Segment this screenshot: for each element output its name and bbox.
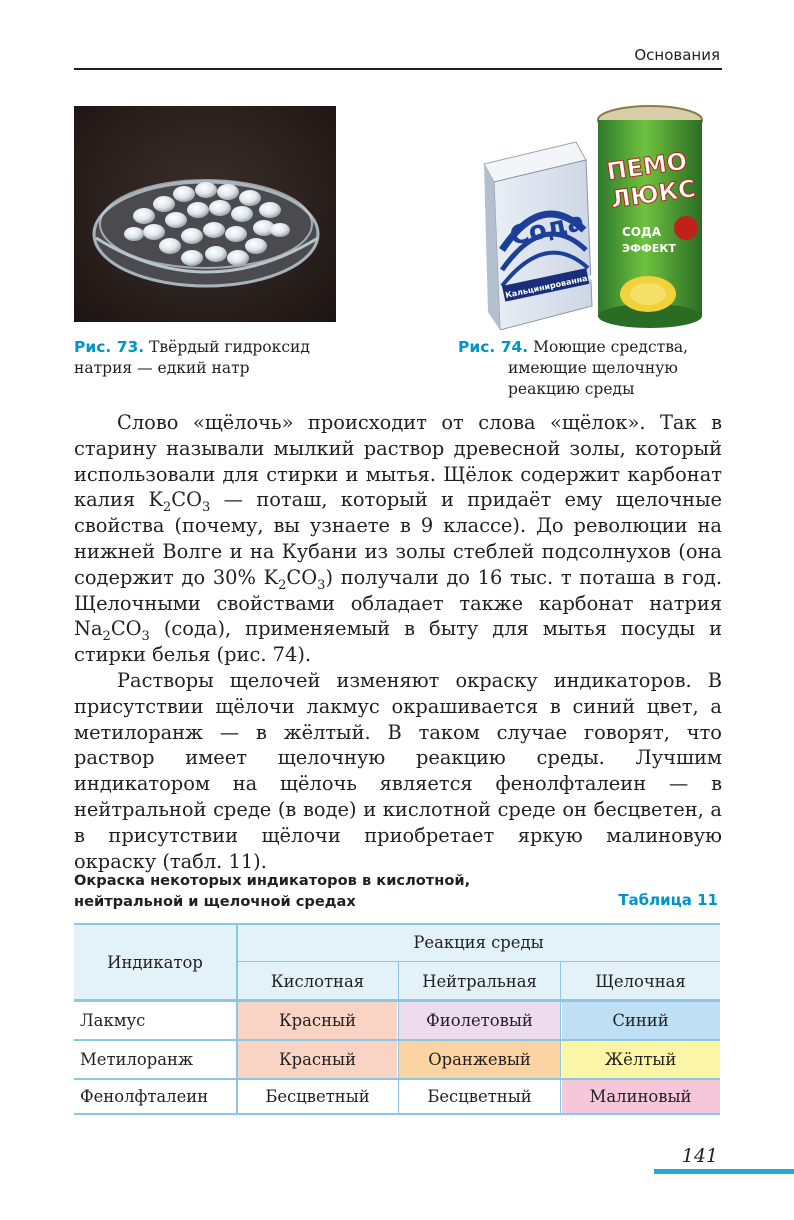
indicator-table [74, 923, 720, 1115]
formula-el: Na [74, 617, 103, 641]
formula-index: 3 [317, 577, 326, 593]
figure-73-label: Рис. 73. [74, 338, 145, 356]
figure-74-caption-line-3: реакцию среды [508, 380, 635, 398]
row-indicator-name: Лакмус [80, 1011, 146, 1030]
table-title-line-2: нейтральной и щелочной средах [74, 893, 356, 910]
table-title-line-1: Окраска некоторых индикаторов в кислотной, [74, 872, 471, 889]
figure-73-photo [74, 106, 336, 322]
row-indicator-name: Фенолфталеин [80, 1087, 209, 1106]
table-cell: Оранжевый [428, 1050, 531, 1069]
footer-bar [654, 1169, 794, 1174]
p1-part-b: — поташ, который и придаёт ему щелочные свойства (почему, вы узнаете в 9 классе). До революции на нижней Волге и на Кубани из золы стеблей подсолнухов (она содержит до 30% [74, 488, 722, 589]
header-acidic: Кислотная [270, 971, 365, 991]
p1-part-a: Слово «щёлочь» происходит от слова «щёлок». Так в старину называли мылкий раствор древесной золы, который использовали для стирки и мытья. Щёлок содержит карбонат калия [74, 411, 722, 512]
page-number: 141 [681, 1145, 718, 1167]
formula-el: K [263, 565, 279, 589]
figure-73-caption-line-2: натрия — едкий натр [74, 359, 250, 377]
body-text [74, 410, 722, 874]
detergent-products-image [472, 100, 718, 330]
header-reaction: Реакция среды [413, 932, 544, 952]
figure-74-caption-line-2: имеющие щелочную [508, 359, 678, 377]
figure-73-caption-line-1: Твёрдый гидроксид [149, 338, 310, 356]
formula-el: CO [286, 565, 318, 589]
can-brand-text-1: ПЕМО [604, 146, 689, 186]
figure-74-label: Рис. 74. [458, 338, 529, 356]
figure-74-photo [472, 100, 718, 330]
figure-74-caption-line-1: Моющие средства, [533, 338, 689, 356]
table-cell: Малиновый [589, 1087, 692, 1106]
figure-73-caption [74, 337, 364, 379]
box-subtext: Кальцинированная [504, 272, 594, 300]
header-rule [74, 68, 722, 70]
can-text-4: ЭФФЕКТ [622, 242, 676, 255]
header-neutral: Нейтральная [422, 971, 537, 991]
paragraph-1 [74, 410, 722, 668]
table-cell: Жёлтый [604, 1050, 677, 1069]
paragraph-2: Растворы щелочей изменяют окраску индикаторов. В присутствии щёлочи лакмус окрашивается в синий цвет, а метилоранж — в жёлтый. В таком случае говорят, что раствор имеет щелочную реакцию среды. Лучшим индикатором на щёлочь является фенолфталеин — в нейтральной среде (в воде) и кислотной среде он бесцветен, а в присутствии щёлочи приобретает яркую малиновую окраску (табл. 11). [74, 668, 722, 873]
header-alkaline: Щелочная [595, 971, 686, 991]
table-cell: Бесцветный [427, 1087, 532, 1106]
box-brand-text: Сода [507, 206, 588, 252]
table-cell: Бесцветный [265, 1087, 370, 1106]
table-number: Таблица 11 [618, 891, 718, 909]
formula-na2co3 [74, 617, 150, 645]
figure-74-caption [458, 337, 728, 400]
can-text-3: СОДА [622, 225, 661, 239]
formula-el: CO [110, 617, 142, 641]
table-cell: Красный [278, 1011, 357, 1030]
can-brand-text-2: ЛЮКС [608, 174, 698, 214]
formula-k2co3 [148, 488, 211, 516]
formula-index: 2 [162, 500, 172, 516]
row-indicator-name: Метилоранж [80, 1050, 194, 1069]
table-rule [74, 1113, 720, 1115]
table-cell: Красный [278, 1050, 357, 1069]
table-cell: Фиолетовый [426, 1011, 533, 1030]
table-cell: Синий [612, 1011, 669, 1030]
header-indicator: Индикатор [107, 952, 203, 972]
sodium-hydroxide-dish-image [74, 106, 336, 322]
formula-index: 3 [202, 500, 211, 516]
running-head: Основания [634, 46, 720, 64]
formula-el: CO [171, 488, 202, 512]
table-title [74, 870, 470, 912]
formula-k2co3-2 [263, 565, 326, 593]
formula-index: 2 [102, 629, 111, 645]
formula-index: 2 [278, 577, 287, 593]
formula-index: 3 [141, 629, 150, 645]
formula-el: K [148, 488, 163, 512]
p1-part-d: (сода), применяемый в быту для мытья посуды и стирки белья (рис. 74). [74, 617, 722, 667]
p1-part-c: ) получали до 16 тыс. т поташа в год. Щелочными свойствами обладает также карбонат натрия [74, 565, 722, 615]
